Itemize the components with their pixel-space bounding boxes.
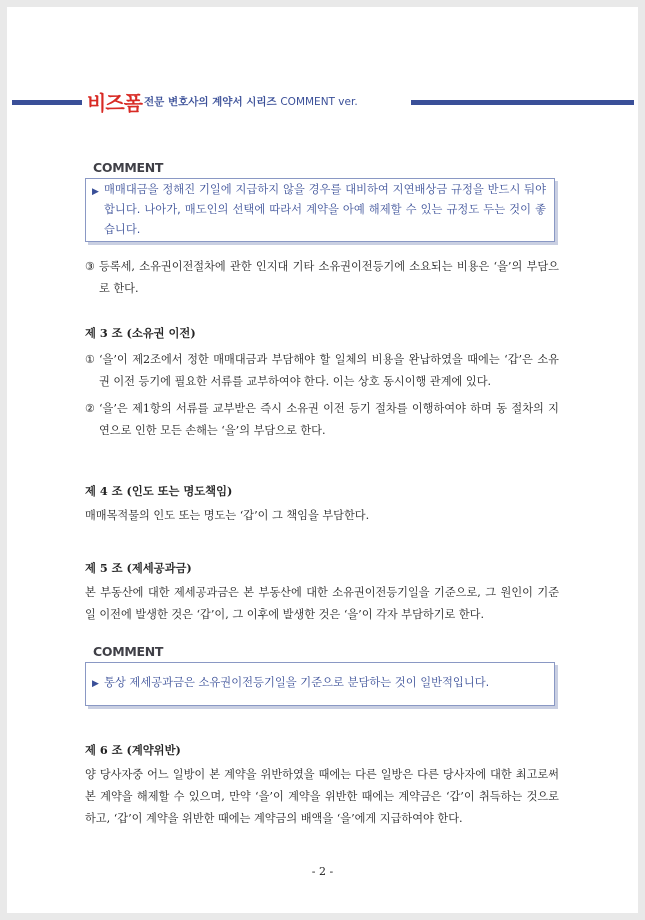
triangle-right-icon: ▶ (92, 679, 99, 689)
article3-title: 제 3 조 (소유권 이전) (85, 326, 196, 340)
article4-text: 매매목적물의 인도 또는 명도는 ‘갑’이 그 책임을 부담한다. (85, 509, 370, 522)
article2-item3 (85, 256, 559, 305)
item-text: 등록세, 소유권이전절차에 관한 인지대 기타 소유권이전등기에 소요되는 비용은 ‘을’의 부담으로 한다. (99, 260, 559, 295)
header-bar-right (411, 100, 634, 105)
comment-tag: COMMENT (93, 644, 164, 659)
page-header (7, 85, 638, 115)
item-text: ‘을’은 제1항의 서류를 교부받은 즉시 소유권 이전 등기 절차를 이행하여야 하며 동 절차의 지연으로 인한 모든 손해는 ‘을’의 부담으로 한다. (99, 402, 559, 437)
item-text: ‘을’이 제2조에서 정한 매매대금과 부담해야 할 일체의 비용을 완납하였을 때에는 ‘갑’은 소유권 이전 등기에 필요한 서류를 교부하여야 한다. 이는 상호 동시이행 관계에 있다. (99, 353, 559, 388)
article3-item-1 (85, 349, 559, 393)
comment-box (85, 178, 555, 242)
article3-item-2 (85, 398, 559, 442)
article3-body (85, 349, 559, 447)
item-number: ① (85, 353, 96, 366)
article5-body (85, 582, 559, 626)
article6-body (85, 764, 559, 830)
comment-tag: COMMENT (93, 160, 164, 175)
page-number: - 2 - (311, 865, 334, 878)
article6-title: 제 6 조 (계약위반) (85, 743, 181, 757)
article5-text: 본 부동산에 대한 제세공과금은 본 부동산에 대한 소유권이전등기일을 기준으로, 그 원인이 기준일 이전에 발생한 것은 ‘갑’이, 그 이후에 발생한 것은 ‘을’이 각자 부담하기로 한다. (85, 586, 559, 621)
article6-text: 양 당사자중 어느 일방이 본 계약을 위반하였을 때에는 다른 일방은 다른 당사자에 대한 최고로써 본 계약을 해제할 수 있으며, 만약 ‘을’이 계약을 위반한 때에는 계약금은 ‘갑’이 취득하는 것으로 하고, ‘갑’이 계약을 위반한 때에는 계약금의 배액을 ‘을’에게 지급하여야 한다. (85, 768, 559, 825)
series-title-text: 전문 변호사의 계약서 시리즈 (144, 96, 277, 108)
series-title (144, 94, 358, 109)
comment-text: 매매대금을 정해진 기일에 지급하지 않을 경우를 대비하여 지연배상금 규정을 반드시 둬야 합니다. 나아가, 매도인의 선택에 따라서 계약을 아예 해제할 수 있는 규정도 두는 것이 좋습니다. (104, 183, 546, 236)
document-page (7, 7, 638, 913)
comment-text: 통상 제세공과금은 소유권이전등기일을 기준으로 분담하는 것이 일반적입니다. (104, 676, 490, 689)
brand-logo: 비즈폼 (87, 91, 142, 115)
article4-body (85, 505, 559, 527)
header-bar-left (12, 100, 82, 105)
item-number: ③ (85, 260, 96, 273)
article5-title: 제 5 조 (제세공과금) (85, 561, 192, 575)
comment-box (85, 662, 555, 706)
triangle-right-icon: ▶ (92, 187, 99, 197)
series-version: COMMENT ver. (280, 96, 358, 108)
article4-title: 제 4 조 (인도 또는 명도책임) (85, 484, 233, 498)
item-number: ② (85, 402, 96, 415)
